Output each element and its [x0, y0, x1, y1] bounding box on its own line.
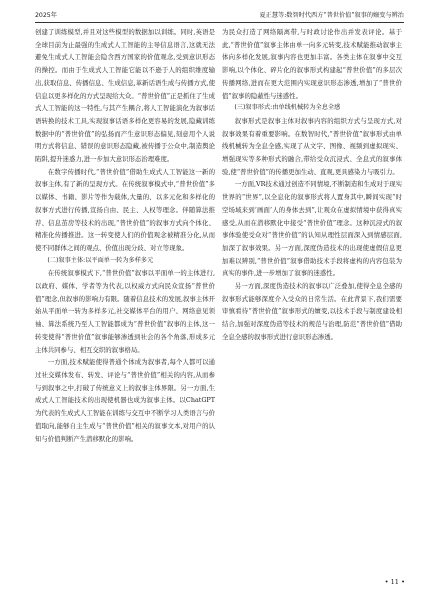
running-header	[35, 9, 404, 23]
header-year: 2025年	[35, 12, 57, 19]
left-column	[35, 26, 215, 566]
section-heading: (三)叙事形式:由单线机械转为全息全感	[234, 104, 341, 112]
header-article-info: 夏正慧等:数智时代西方“普世价值”叙事的嬗变与辨治	[259, 12, 404, 19]
paragraph: 创建了训练模型,并且对这些模型的数据加以训练。同时,英语是全球目前为止最强的生成式人工智能的主导信息语言,这就无法避免生成式人工智能会隐含西方国家的价值观念,受到意识形态的操控。而由于生成式人工智能它能以不逊于人的组织维度输出,获取信息、传播信息、生成信息,革新话语生成与传播方式,使信息以更多样化的方式呈现给大众。“普世价值”正是抓住了生成式人工智能的这一特性,与其产生耦合,将人工智能演化为叙事话语转换的技术工具,实现叙事话语多样化更容易的发展,隐藏训练数据中的“普世价值”的弘扬而产生意识形态偏见,刻意用个人说明方式将信息、错误的意识形态隐藏,被传播于公众中,制造舆论陷阱,提升迷惑力,进一步加大意识形态治理难度。	[35, 28, 215, 164]
paragraph: 一方面,VR技术通过创造不同情境,不断制造和生成对于现实世界的“世界”,以全息化的叙事形式将人置身其中,瞬间实现“时空场域来到‘画面’人的身体去到”,让观众在虚拟情境中获得真实感受,从而在潜移默化中接受“普世价值”理念。这种沉浸式的叙事体验使受众对“普世价值”的认知从理性层面深入到情感层面,加深了叙事效果。另一方面,深度伪造技术的出现使虚假信息更加难以辨别,“普世价值”叙事借助技术手段将虚构的内容包装为真实的事件,进一步增加了叙事的迷惑性。	[222, 180, 402, 278]
section-heading: (二)叙事主体:以平面单一转为多样多元	[47, 256, 154, 264]
paragraph: 另一方面,深度伪造技术的叙事以广泛叠加,使得全息全感的叙事形式能够深度介入受众的日常生活。在此背景下,我们需要审慎看待“普世价值”叙事形式的嬗变,以技术手段与制度建设相结合,加强对深度伪造等技术的规范与治理,防范“普世价值”借助全息全感的叙事形式进行意识形态渗透。	[222, 282, 402, 341]
right-column	[222, 26, 402, 566]
paragraph: 叙事形式是叙事主体对叙事内容的组织方式与呈现方式,对叙事效果有着重要影响。在数智时代,“普世价值”叙事形式由单线机械转为全息全感,实现了从文字、图像、视频到虚拟现实、增强现实等多种形式的融合,带给受众沉浸式、全息式的叙事体验,使“普世价值”的传播更加生动、直观,更具感染力与吸引力。	[222, 116, 402, 176]
paragraph: 在数字传播时代,“普世价值”借助生成式人工智能这一新的叙事主体,有了新的呈现方式。在传统叙事模式中,“普世价值”多以媒体、书籍、影片等作为载体,大量的、以多元化和多样化的叙事方式进行传播,宣扬自由、民主、人权等理念。伴随算法推荐、信息茧房等技术的出现,“普世价值”的叙事方式向个体化、精准化传播推进。这一转变使人们的价值观念被精准分化,从而使不同群体之间的观点、价值出现分歧、对立等现象。	[35, 167, 215, 252]
page-number: • 11 •	[384, 578, 405, 586]
paragraph: 为民众打造了网络隔离带,与时政讨论作出并发表评论。基于此,“普世价值”叙事主体由单一向多元转变,技术赋能推动叙事主体向多样化发展,叙事内容也更加丰富。各类主体在叙事中交互影响,以个体化、碎片化的叙事形式构建起“普世价值”的多层次传播网络,进而在更大范围内实现意识形态渗透,增加了“普世价值”叙事的隐蔽性与迷惑性。	[222, 28, 402, 100]
paragraph: 在传统叙事模式下,“普世价值”叙事以平面单一的主体进行,以政府、媒体、学者等为代表,以权威方式向民众宣扬“普世价值”理念,但叙事的影响力有限。随着信息技术的发展,叙事主体开始从平面单一转为多样多元,社交媒体平台的用户、网络意见领袖、算法系统乃至人工智能都成为“普世价值”叙事的主体,这一转变使得“普世价值”叙事能够渗透到社会的各个角落,形成多元主体共同参与、相互交织的叙事格局。	[35, 269, 215, 354]
paragraph: 一方面,技术赋能使得普通个体成为叙事者,每个人都可以通过社交媒体发布、转发、评论与“普世价值”相关的内容,从而参与到叙事之中,打破了传统意义上的叙事主体界限。另一方面,生成式人工智能技术的出现使机器也成为叙事主体。以ChatGPT为代表的生成式人工智能在训练与交互中不断学习人类语言与价值取向,能够自主生成与“普世价值”相关的叙事文本,对用户的认知与价值判断产生潜移默化的影响。	[35, 358, 215, 443]
